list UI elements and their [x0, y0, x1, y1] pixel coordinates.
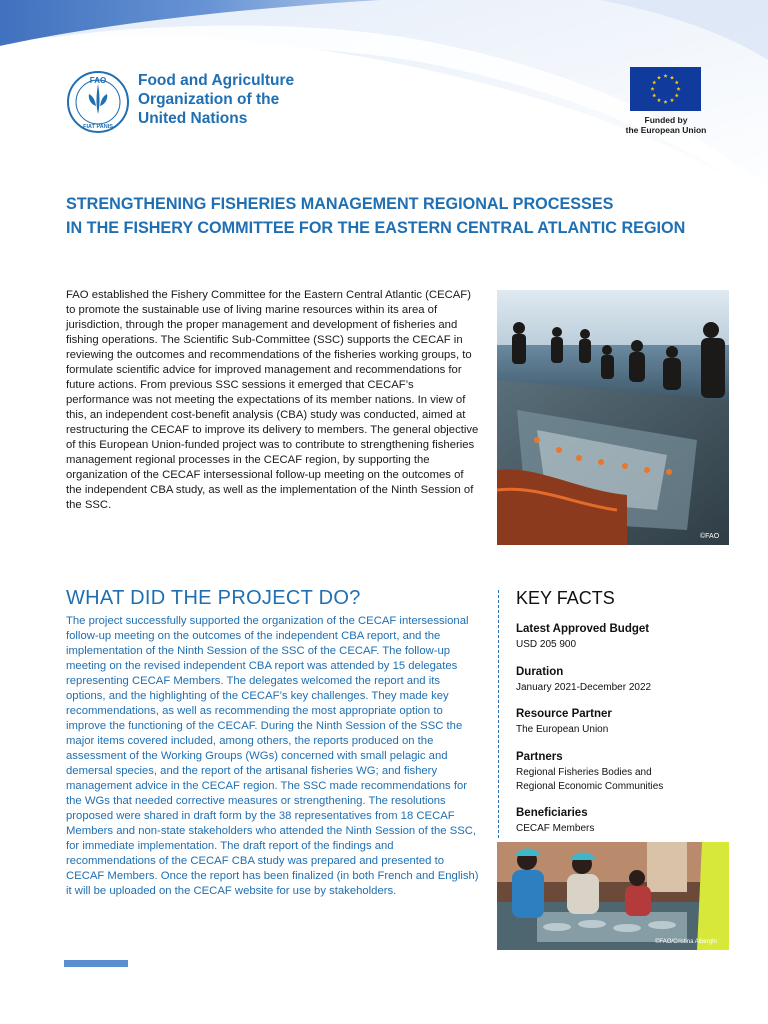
org-name-line: Organization of the [138, 91, 280, 108]
eu-star-icon [657, 98, 661, 102]
svg-text:©FAO/Cristina Alberghi: ©FAO/Cristina Alberghi [655, 939, 717, 945]
key-fact-resource-partner [516, 707, 736, 737]
eu-funding-caption [620, 115, 712, 135]
org-name-line: Food and Agriculture [138, 72, 295, 89]
eu-star-icon [663, 100, 667, 104]
project-paragraph: The project successfully supported the organization of the CECAF intersessional follow-up meeting on the outcomes of the independent CBA report, and the implementation of the Ninth Session of the SSC of the CECAF. The follow-up meeting on the revised independent CBA report was attended by 15 delegates representing CECAF Members. The delegates welcomed the report and its options, and the highlighting of the CECAF’s key challenges. They made key recommendations, as well as recommending the most appropriate option to improve the functioning of the CECAF. During the Ninth Session of the SSC the major items covered included, among others, the reports produced on the assessment of the Working Groups (WGs) concerned with small pelagic and demersal species, and the report of the artisanal fisheries WG; and fishery management advice in the CECAF region. The SSC made recommendations for the WGs that needed corrective measures or strengthening. The resolutions proposed were shared in draft form by the 38 representatives from 18 CECAF Members and non-state stakeholders who attended the Ninth Session of the SSC, for immediate implementation. The draft report of the findings and recommendations of the CECAF CBA study was prepared and presented to CECAF Members. Once the report has been finalized (in both French and English) it will be uploaded on the CECAF website for use by stakeholders. [66, 615, 479, 897]
eu-star-icon [675, 80, 679, 84]
key-fact-label: Latest Approved Budget [516, 623, 650, 635]
footer-accent-bar [64, 960, 128, 967]
page-title [66, 192, 746, 240]
eu-star-icon [652, 93, 656, 97]
title-line: IN THE FISHERY COMMITTEE FOR THE EASTERN CENTRAL ATLANTIC REGION [66, 219, 686, 237]
eu-star-icon [657, 76, 661, 80]
eu-caption-line: the European Union [625, 125, 707, 135]
key-fact-beneficiaries [516, 806, 736, 836]
svg-text:FIAT PANIS: FIAT PANIS [83, 124, 113, 130]
eu-caption-line: Funded by [644, 115, 688, 125]
eu-star-icon [675, 93, 679, 97]
eu-flag-icon [630, 67, 701, 111]
title-line: STRENGTHENING FISHERIES MANAGEMENT REGIONAL PROCESSES [66, 195, 614, 213]
fao-logo-icon [66, 70, 130, 134]
eu-star-icon [650, 87, 654, 91]
organization-name [138, 71, 294, 128]
key-fact-value: January 2021-December 2022 [516, 682, 652, 693]
org-name-line: United Nations [138, 110, 248, 127]
key-fact-budget [516, 622, 736, 652]
vertical-divider [498, 590, 499, 838]
eu-star-icon [670, 98, 674, 102]
key-fact-label: Partners [516, 751, 563, 763]
eu-star-icon [676, 87, 680, 91]
key-fact-label: Beneficiaries [516, 807, 588, 819]
key-facts-title: KEY FACTS [516, 588, 615, 608]
key-fact-value: The European Union [516, 724, 609, 735]
eu-star-icon [652, 80, 656, 84]
key-fact-value: Regional Fisheries Bodies and [516, 767, 652, 778]
section-heading: WHAT DID THE PROJECT DO? [66, 587, 361, 609]
svg-text:©FAO: ©FAO [700, 533, 720, 540]
eu-star-icon [670, 76, 674, 80]
key-fact-value: Regional Economic Communities [516, 781, 664, 792]
intro-paragraph: FAO established the Fishery Committee for the Eastern Central Atlantic (CECAF) to promote the sustainable use of living marine resources within its area of jurisdiction, through the proper management and development of fisheries and fishing operations. The Scientific Sub-Committee (SSC) supports the CECAF in reviewing the outcomes and recommendations of the fisheries working groups, to formulate scientific advice for improved management and recommendations for future actions. From previous SSC sessions it emerged that CECAF’s performance was not meeting the expectations of its member nations. In view of this, an independent cost-benefit analysis (CBA) study was conducted, aimed at restructuring the CECAF to improve its delivery to members. The general objective of this European Union-funded project was to contribute to strengthening fisheries management regional processes in the CECAF region, by supporting the organization of the CECAF intersessional follow-up meeting on the outcomes of the independent CBA study, as well as the implementation of the Ninth Session of the SSC. [66, 289, 479, 511]
svg-text:FAO: FAO [89, 76, 107, 85]
key-fact-label: Resource Partner [516, 708, 612, 720]
key-fact-partners [516, 750, 736, 794]
fishermen-photo [497, 290, 729, 545]
key-fact-duration [516, 665, 736, 695]
key-fact-value: USD 205 900 [516, 639, 577, 650]
fish-market-photo [497, 842, 729, 950]
key-fact-value: CECAF Members [516, 823, 595, 834]
key-fact-label: Duration [516, 666, 564, 678]
eu-star-icon [663, 74, 667, 78]
